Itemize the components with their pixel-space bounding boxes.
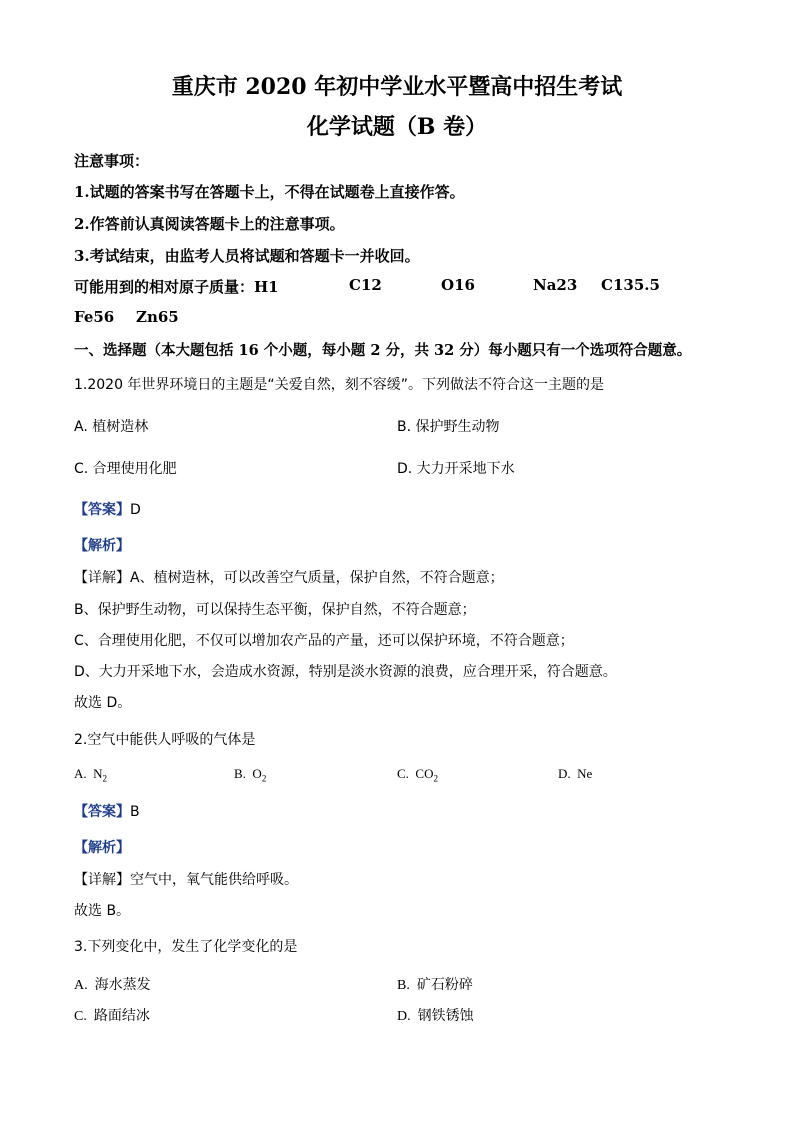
atomic-mass-na: Na23	[533, 276, 578, 294]
q2-option-d: D. Ne	[558, 766, 593, 781]
atomic-mass-fe: Fe56	[74, 308, 115, 326]
question-3-stem: 3.下列变化中，发生了化学变化的是	[74, 939, 298, 955]
q1-detail-line-1	[74, 567, 504, 587]
q1-detail-text: A、植树造林，可以改善空气质量，保护自然，不符合题意；	[130, 570, 504, 586]
q3-option-d: D. 钢铁锈蚀	[397, 1008, 474, 1024]
question-2-stem: 2.空气中能供人呼吸的气体是	[74, 732, 256, 748]
question-1-stem: 1.2020 年世界环境日的主题是“关爱自然，刻不容缓”。下列做法不符合这一主题的是	[74, 377, 604, 393]
page-title: 重庆市 2020 年初中学业水平暨高中招生考试	[171, 74, 623, 100]
q2-answer: B	[130, 804, 140, 820]
q1-detail-line-4: D、大力开采地下水，会造成水资源，特别是淡水资源的浪费，应合理开采，符合题意。	[74, 664, 617, 680]
note-item-1: 1.试题的答案书写在答题卡上，不得在试题卷上直接作答。	[74, 183, 465, 201]
q1-detail-line-2: B、保护野生动物，可以保持生态平衡，保护自然，不符合题意；	[74, 602, 476, 618]
page-subtitle: 化学试题（B 卷）	[306, 114, 488, 140]
detail-tag: 【详解】	[74, 872, 130, 888]
q2-option-c: C. $CO_2$	[397, 766, 438, 784]
note-item-2: 2.作答前认真阅读答题卡上的注意事项。	[74, 215, 345, 233]
q2-option-a: A. $N_2$	[74, 766, 108, 784]
q1-answer: D	[130, 502, 141, 518]
q3-option-a: A. 海水蒸发	[74, 977, 151, 993]
atomic-mass-o: O16	[441, 276, 475, 294]
atomic-mass-zn: Zn65	[136, 308, 179, 326]
q2-detail-text: 空气中，氧气能供给呼吸。	[130, 872, 298, 888]
detail-tag: 【详解】	[74, 570, 130, 586]
atomic-mass-c: C12	[349, 276, 382, 294]
q2-detail-line-1	[74, 869, 298, 889]
q2-option-b: B. $O_2$	[234, 766, 267, 784]
notes-heading: 注意事项：	[74, 152, 150, 170]
answer-tag: 【答案】	[74, 804, 130, 820]
q3-option-b: B. 矿石粉碎	[397, 977, 473, 993]
q1-answer-line	[74, 499, 141, 519]
q1-detail-line-3: C、合理使用化肥，不仅可以增加农产品的产量，还可以保护环境，不符合题意；	[74, 633, 574, 649]
analysis-tag: 【解析】	[74, 538, 130, 554]
atomic-mass-cl: C135.5	[601, 276, 660, 294]
q1-option-a: A. 植树造林	[74, 419, 149, 435]
analysis-tag: 【解析】	[74, 840, 130, 856]
atomic-mass-label: 可能用到的相对原子质量：H1	[74, 278, 279, 296]
answer-tag: 【答案】	[74, 502, 130, 518]
q1-option-c: C. 合理使用化肥	[74, 461, 177, 477]
q2-conclusion: 故选 B。	[74, 903, 131, 919]
note-item-3: 3.考试结束，由监考人员将试题和答题卡一并收回。	[74, 247, 420, 265]
q1-conclusion: 故选 D。	[74, 695, 132, 711]
q3-option-c: C. 路面结冰	[74, 1008, 150, 1024]
q2-answer-line	[74, 801, 140, 821]
section-heading: 一、选择题（本大题包括 16 个小题，每小题 2 分，共 32 分）每小题只有一个选项符合题意。	[74, 342, 692, 359]
q2-analysis-line	[74, 837, 130, 857]
q1-analysis-line	[74, 535, 130, 555]
q1-option-b: B. 保护野生动物	[397, 419, 500, 435]
q1-option-d: D. 大力开采地下水	[397, 461, 515, 477]
